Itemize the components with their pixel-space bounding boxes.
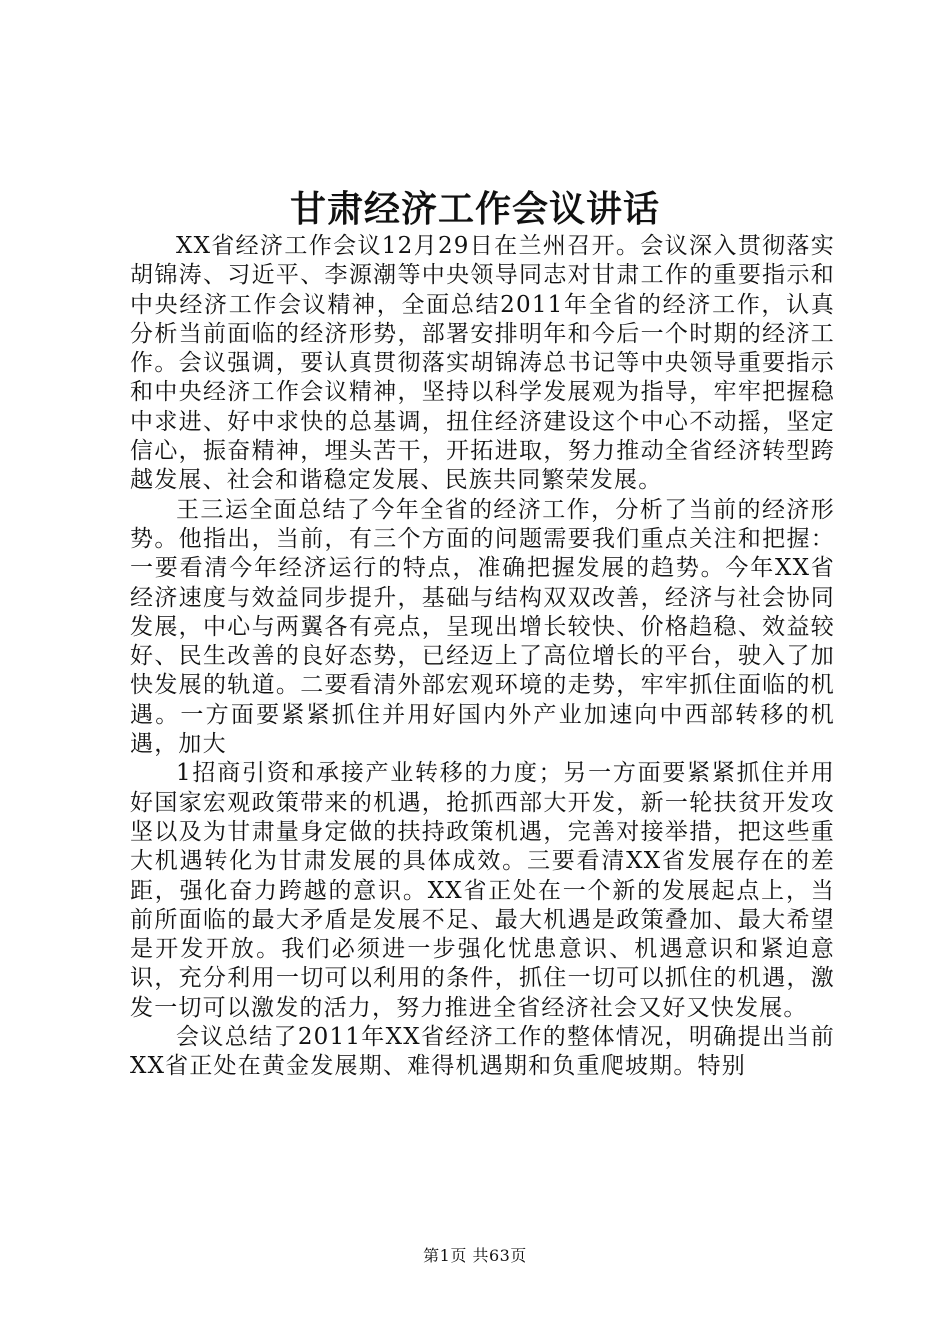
document-body	[130, 232, 835, 1082]
paragraph: 会议总结了2011年XX省经济工作的整体情况，明确提出当前XX省正处在黄金发展期、难得机遇期和负重爬坡期。特别	[130, 1024, 835, 1080]
paragraph: 王三运全面总结了今年全省的经济工作，分析了当前的经济形势。他指出，当前，有三个方面的问题需要我们重点关注和把握：一要看清今年经济运行的特点，准确把握发展的趋势。今年XX省经济速度与效益同步提升，基础与结构双双改善，经济与社会协同发展，中心与两翼各有亮点，呈现出增长较快、价格趋稳、效益较好、民生改善的良好态势，已经迈上了高位增长的平台，驶入了加快发展的轨道。二要看清外部宏观环境的走势，牢牢抓住面临的机遇。一方面要紧紧抓住并用好国内外产业加速向中西部转移的机遇，加大	[130, 496, 835, 758]
paragraph: 1招商引资和承接产业转移的力度；另一方面要紧紧抓住并用好国家宏观政策带来的机遇，抢抓西部大开发，新一轮扶贫开发攻坚以及为甘肃量身定做的扶持政策机遇，完善对接举措，把这些重大机遇转化为甘肃发展的具体成效。三要看清XX省发展存在的差距，强化奋力跨越的意识。XX省正处在一个新的发展起点上，当前所面临的最大矛盾是发展不足、最大机遇是政策叠加、最大希望是开发开放。我们必须进一步强化忧患意识、机遇意识和紧迫意识，充分利用一切可以利用的条件，抓住一切可以抓住的机遇，激发一切可以激发的活力，努力推进全省经济社会又好又快发展。	[130, 760, 835, 1021]
document-title: 甘肃经济工作会议讲话	[289, 188, 660, 230]
page-number-footer: 第1页 共63页	[423, 1246, 527, 1265]
paragraph: XX省经济工作会议12月29日在兰州召开。会议深入贯彻落实胡锦涛、习近平、李源潮等中央领导同志对甘肃工作的重要指示和中央经济工作会议精神，全面总结2011年全省的经济工作，认真分析当前面临的经济形势，部署安排明年和今后一个时期的经济工作。会议强调，要认真贯彻落实胡锦涛总书记等中央领导重要指示和中央经济工作会议精神，坚持以科学发展观为指导，牢牢把握稳中求进、好中求快的总基调，扭住经济建设这个中心不动摇，坚定信心，振奋精神，埋头苦干，开拓进取，努力推动全省经济转型跨越发展、社会和谐稳定发展、民族共同繁荣发展。	[130, 233, 835, 494]
